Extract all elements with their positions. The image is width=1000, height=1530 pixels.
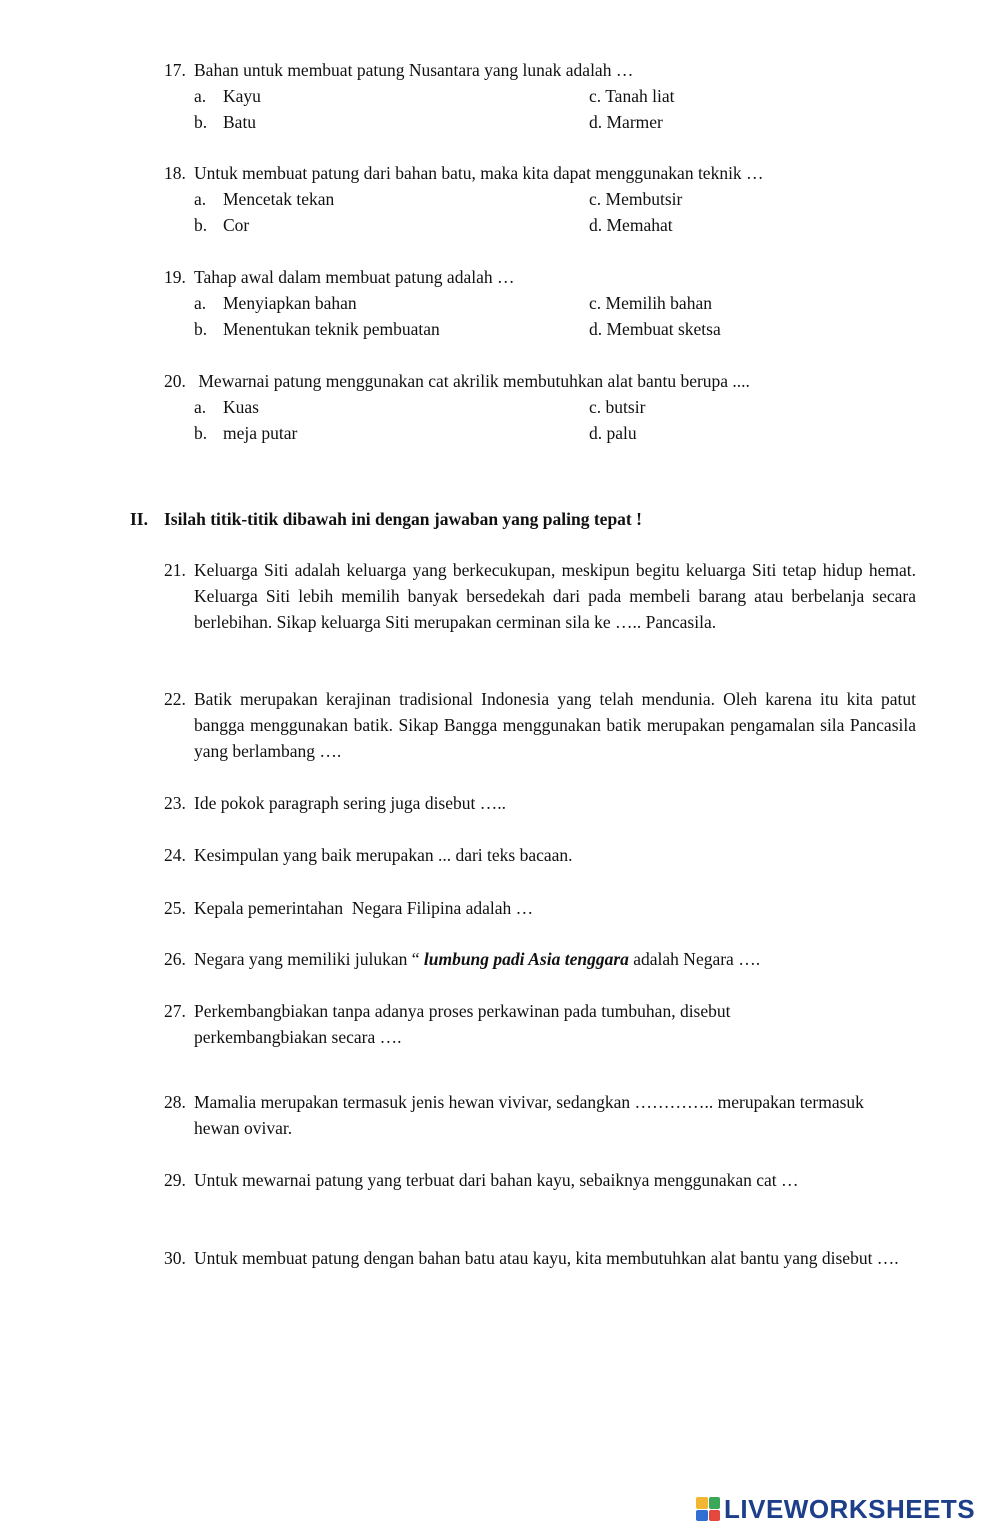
question-text: Ide pokok paragraph sering juga disebut …..: [194, 793, 507, 813]
question-text: Mewarnai patung menggunakan cat akrilik membutuhkan alat bantu berupa ....: [194, 371, 750, 391]
option-a[interactable]: a. Kayu: [194, 86, 261, 106]
question-number: 26.: [164, 949, 186, 969]
question-text: Kepala pemerintahan Negara Filipina adalah …: [194, 898, 534, 918]
question-text: Negara yang memiliki julukan “ lumbung padi Asia tenggara adalah Negara ….: [194, 949, 761, 969]
question-23: [164, 790, 916, 816]
question-number: 19.: [164, 267, 186, 287]
question-number: 30.: [164, 1248, 186, 1268]
question-number: 21.: [164, 560, 186, 580]
question-19: [164, 264, 916, 290]
question-text: Keluarga Siti adalah keluarga yang berkecukupan, meskipun begitu keluarga Siti tetap hidup hemat. Keluarga Siti lebih memilih banyak bersedekah dari pada membeli barang atau berbelanja secara berlebihan. Sikap keluarga Siti merupakan cerminan sila ke ….. Pancasila.: [194, 560, 916, 632]
question-text: Mamalia merupakan termasuk jenis hewan vivivar, sedangkan ………….. merupakan termasuk hewan ovivar.: [194, 1092, 864, 1138]
question-30: [164, 1245, 899, 1271]
logo-tile: [696, 1510, 708, 1522]
question-24: [164, 842, 916, 868]
option-a[interactable]: a. Mencetak tekan: [194, 189, 335, 209]
liveworksheets-watermark: [696, 1494, 975, 1524]
question-number: 23.: [164, 793, 186, 813]
emphasis-text: lumbung padi Asia tenggara: [423, 949, 629, 969]
question-number: 22.: [164, 689, 186, 709]
section-heading: [130, 506, 642, 532]
liveworksheets-logo-icon: [696, 1497, 720, 1521]
question-text: Perkembangbiakan tanpa adanya proses perkawinan pada tumbuhan, disebut perkembangbiakan secara ….: [194, 1001, 731, 1047]
question-number: 27.: [164, 1001, 186, 1021]
logo-tile: [696, 1497, 708, 1509]
question-number: 17.: [164, 60, 186, 80]
question-27: [164, 998, 804, 1050]
option-a[interactable]: a. Menyiapkan bahan: [194, 293, 357, 313]
option-d[interactable]: d. Marmer: [589, 112, 663, 132]
option-b[interactable]: b. meja putar: [194, 423, 298, 443]
option-d[interactable]: d. palu: [589, 423, 637, 443]
question-28: [164, 1089, 884, 1141]
watermark-text: LIVEWORKSHEETS: [724, 1493, 976, 1524]
question-25: [164, 895, 916, 921]
question-text: Untuk membuat patung dengan bahan batu atau kayu, kita membutuhkan alat bantu yang disebut ….: [194, 1248, 899, 1268]
option-d[interactable]: d. Memahat: [589, 215, 673, 235]
question-number: 28.: [164, 1092, 186, 1112]
question-18: [164, 160, 916, 186]
option-b[interactable]: b. Menentukan teknik pembuatan: [194, 319, 440, 339]
question-number: 18.: [164, 163, 186, 183]
question-text: Untuk mewarnai patung yang terbuat dari bahan kayu, sebaiknya menggunakan cat …: [194, 1170, 799, 1190]
question-text: Untuk membuat patung dari bahan batu, maka kita dapat menggunakan teknik …: [194, 163, 764, 183]
option-b[interactable]: b. Batu: [194, 112, 257, 132]
option-b[interactable]: b. Cor: [194, 215, 250, 235]
question-number: 20.: [164, 371, 186, 391]
question-22: [164, 686, 916, 764]
question-20: [164, 368, 916, 394]
option-c[interactable]: c. butsir: [589, 397, 646, 417]
option-d[interactable]: d. Membuat sketsa: [589, 319, 721, 339]
logo-tile: [709, 1510, 721, 1522]
question-17: [164, 57, 916, 83]
option-c[interactable]: c. Memilih bahan: [589, 293, 712, 313]
question-number: 29.: [164, 1170, 186, 1190]
option-c[interactable]: c. Tanah liat: [589, 86, 675, 106]
option-c[interactable]: c. Membutsir: [589, 189, 683, 209]
question-text: Bahan untuk membuat patung Nusantara yang lunak adalah …: [194, 60, 634, 80]
question-21: [164, 557, 916, 635]
question-number: 24.: [164, 845, 186, 865]
option-a[interactable]: a. Kuas: [194, 397, 259, 417]
section-title: Isilah titik-titik dibawah ini dengan jawaban yang paling tepat !: [164, 509, 642, 529]
question-number: 25.: [164, 898, 186, 918]
question-text: Batik merupakan kerajinan tradisional Indonesia yang telah mendunia. Oleh karena itu kita patut bangga menggunakan batik. Sikap Bangga menggunakan batik merupakan pengamalan sila Pancasila yang berlambang ….: [194, 689, 916, 761]
logo-tile: [709, 1497, 721, 1509]
section-number: II.: [130, 509, 148, 529]
question-26: [164, 946, 916, 972]
question-29: [164, 1167, 916, 1193]
question-text: Tahap awal dalam membuat patung adalah …: [194, 267, 515, 287]
question-text: Kesimpulan yang baik merupakan ... dari teks bacaan.: [194, 845, 573, 865]
